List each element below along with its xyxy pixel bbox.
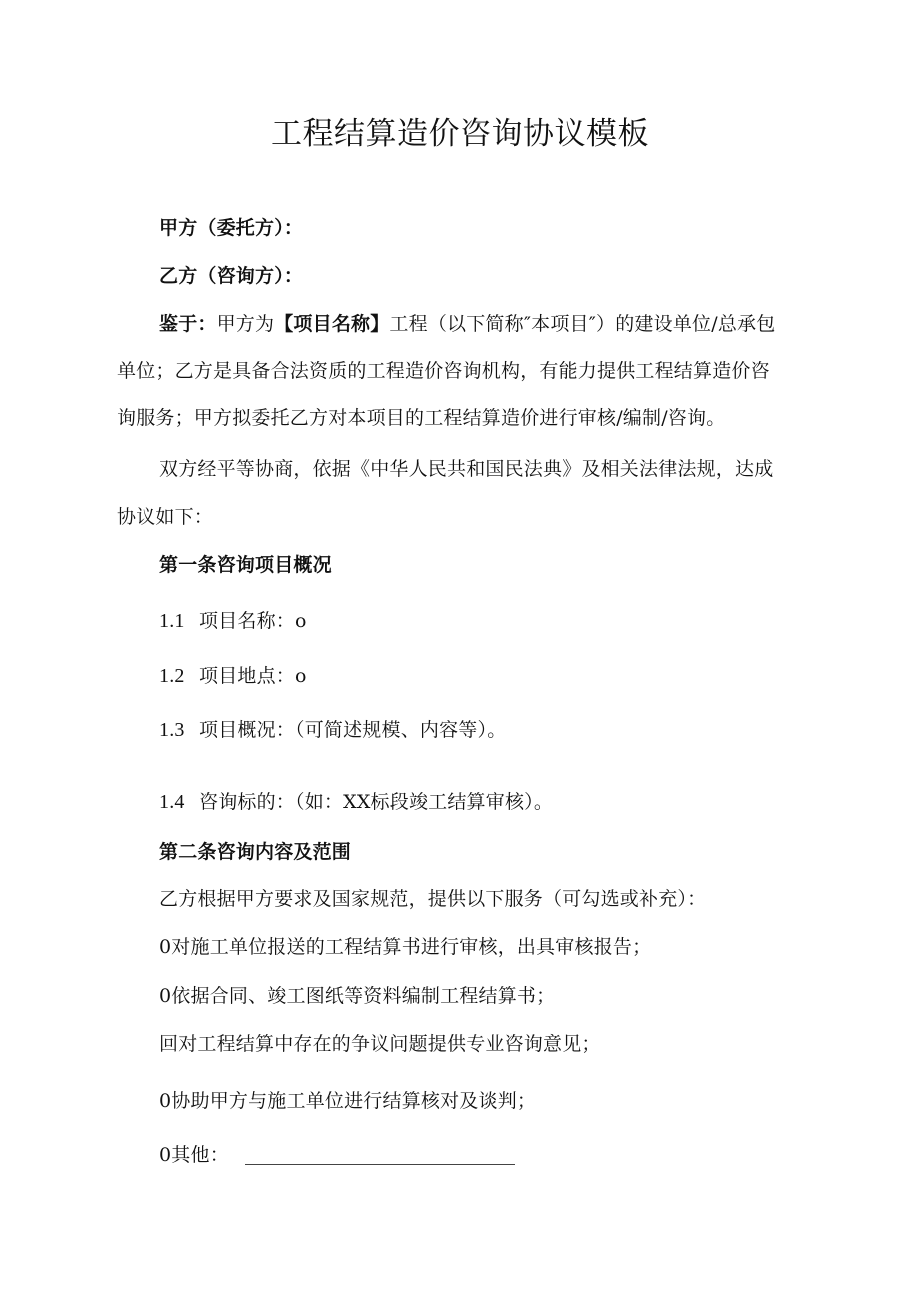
item-text: 项目名称：o: [199, 610, 307, 632]
article-2-heading: 第二条咨询内容及范围: [159, 841, 352, 863]
article-1-heading: 第一条咨询项目概况: [159, 554, 332, 576]
agreement-line-2: 协议如下：: [117, 506, 214, 528]
recital-line1-pre: 甲方为: [216, 313, 275, 335]
item-number: 1.1: [159, 610, 185, 632]
recital-line-3: 询服务；甲方拟委托乙方对本项目的工程结算造价进行审核/编制/咨询。: [117, 407, 726, 429]
article-1-item: [159, 787, 553, 817]
fill-in-blank-line: [245, 1163, 515, 1165]
recital-line-2: 单位；乙方是具备合法资质的工程造价咨询机构，有能力提供工程结算造价咨: [117, 360, 770, 382]
recital-line-1: [159, 309, 775, 339]
item-number: 1.4: [159, 791, 185, 813]
item-text: 咨询标的：（如：XX标段竣工结算审核）。: [199, 791, 554, 813]
article-1-item: [159, 661, 307, 691]
recital-line1-post: 工程（以下简称″本项目″）的建设单位/总承包: [389, 313, 776, 335]
service-option: 0依据合同、竣工图纸等资料编制工程结算书；: [159, 985, 556, 1007]
service-option: 0协助甲方与施工单位进行结算核对及谈判；: [159, 1090, 537, 1112]
article-1-item: [159, 606, 307, 636]
item-number: 1.3: [159, 719, 185, 741]
party-a-label: 甲方（委托方）：: [159, 217, 304, 239]
item-number: 1.2: [159, 665, 185, 687]
article-1-item: [159, 715, 506, 745]
party-b-label: 乙方（咨询方）：: [159, 265, 304, 287]
agreement-line-1: 双方经平等协商，依据《中华人民共和国民法典》及相关法律法规，达成: [159, 458, 774, 480]
article-2-intro: 乙方根据甲方要求及国家规范，提供以下服务（可勾选或补充）：: [159, 888, 707, 910]
service-option: 回对工程结算中存在的争议问题提供专业咨询意见；: [159, 1033, 601, 1055]
item-text: 项目概况：（可简述规模、内容等）。: [199, 719, 507, 741]
document-title: 工程结算造价咨询协议模板: [271, 116, 649, 152]
project-name-placeholder: 【项目名称】: [274, 313, 390, 335]
service-option: 0对施工单位报送的工程结算书进行审核，出具审核报告；: [159, 936, 652, 958]
recital-lead: 鉴于：: [159, 313, 217, 335]
item-text: 项目地点：o: [199, 665, 307, 687]
service-option-other: [159, 1140, 515, 1170]
other-label: 0其他：: [159, 1144, 229, 1166]
